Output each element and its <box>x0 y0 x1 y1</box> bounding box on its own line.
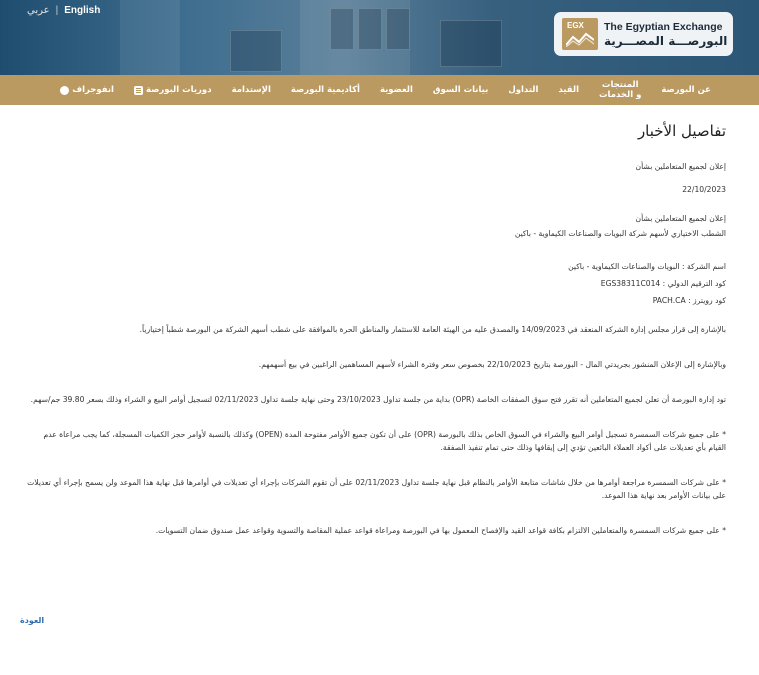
back-link[interactable]: العودة <box>20 616 45 625</box>
document-icon <box>134 86 143 95</box>
nav-item-label: القيد <box>558 85 580 95</box>
nav-items <box>50 75 721 105</box>
nav-item-label: انفوجراف <box>72 85 114 95</box>
nav-item-about[interactable] <box>651 85 721 95</box>
header-banner <box>0 0 759 75</box>
news-heading: إعلان لجميع المتعاملين بشأن <box>635 162 726 171</box>
nav-item-trading[interactable] <box>498 85 548 95</box>
banner-window <box>358 8 382 50</box>
site-logo[interactable] <box>554 12 733 56</box>
nav-item-periodicals[interactable] <box>124 85 222 95</box>
arabic-language-link[interactable]: عربي <box>27 5 50 16</box>
logo-arabic-text: البورصـــة المصـــرية <box>604 34 728 48</box>
news-details <box>26 122 726 537</box>
banner-decoration <box>120 0 180 75</box>
main-nav <box>0 75 759 105</box>
nav-item-label: أكاديمية البورصة <box>290 85 360 95</box>
language-separator: | <box>55 5 59 16</box>
news-date: 22/10/2023 <box>682 185 726 194</box>
paragraph-3: تود إدارة البورصة أن تعلن لجميع المتعاملين أنه تقرر فتح سوق الصفقات الخاصة (OPR) بداية من جلسة تداول 23/10/2023 وحتى نهاية جلسة تداول 02/11/2023 لتسجيل أوامر البيع و الشراء وذلك بسعر 39.80 جم/سهم. <box>30 395 726 404</box>
paragraph-5: * على شركات السمسرة مراجعة أوامرها من خلال شاشات متابعة الأوامر بالنظام قبل نهاية جلسة تداول 02/11/2023 على أن تقوم الشركات بإجراء أي تعديلات في أوامرها قبل نهاية هذا الموعد ولن يسمح بإجراء أي تعديلات على بيانات الأوامر بعد نهاية هذا الموعد. <box>27 478 726 500</box>
intro-line-1: إعلان لجميع المتعاملين بشأن <box>635 214 726 223</box>
banner-window <box>330 8 354 50</box>
nav-item-label: المنتجات و الخدمات <box>599 80 642 100</box>
nav-item-products-services[interactable] <box>589 80 651 100</box>
page-title: تفاصيل الأخبار <box>637 122 726 140</box>
intro-line-2: الشطب الاختياري لأسهم شركة البويات والصناعات الكيماوية - باكين <box>514 229 726 238</box>
reuters-code: كود رويترز : PACH.CA <box>652 296 726 305</box>
nav-item-listing[interactable] <box>548 85 589 95</box>
banner-window <box>230 30 282 72</box>
nav-item-label: عن البورصة <box>661 85 711 95</box>
nav-item-label: التداول <box>508 85 539 95</box>
nav-item-label: الإستدامة <box>231 85 271 95</box>
nav-item-sustainability[interactable] <box>222 85 281 95</box>
pie-chart-icon <box>60 86 69 95</box>
paragraph-4: * على جميع شركات السمسرة تسجيل أوامر البيع والشراء في السوق الخاص بذلك بالبورصة (OPR) على أن تكون جميع الأوامر مفتوحة المدة (OPEN) وكذلك بالنسبة لأوامر حجز الكميات المسجلة، كما يجب مراعاة عدم القيام بأي تعديلات على أكواد العملاء البائعين تؤدي إلى إيقافها وذلك حتى تمام تنفيذ الصفقة. <box>43 430 726 452</box>
isin-code: كود الترقيم الدولي : EGS38311C014 <box>600 279 726 288</box>
nav-item-label: العضوية <box>379 85 413 95</box>
nav-item-label: بيانات السوق <box>432 85 489 95</box>
nav-item-label: دوريات البورصة <box>145 85 212 95</box>
paragraph-1: بالإشارة إلى قرار مجلس إدارة الشركة المنعقد في 14/09/2023 والمصدق عليه من الهيئة العامة للاستثمار والمناطق الحرة بالموافقة على شطب أسهم الشركة من البورصة شطباً إختيارياً. <box>139 325 726 334</box>
egx-logo-icon <box>562 18 598 50</box>
english-language-link[interactable]: English <box>64 5 101 16</box>
paragraph-2: وبالإشارة إلى الإعلان المنشور بجريدتي المال - البورصة بتاريخ 22/10/2023 بخصوص سعر وفترة الشراء لأسهم المساهمين الراغبين في بيع أسهمهم. <box>258 360 726 369</box>
language-switcher <box>27 5 100 16</box>
paragraph-6: * على جميع شركات السمسرة والمتعاملين الالتزام بكافة قواعد القيد والإفصاح المعمول بها في البورصة ومراعاة قواعد عملية المقاصة والتسوية وقواعد عمل صندوق ضمان التسويات. <box>155 526 726 535</box>
nav-item-market-data[interactable] <box>423 85 498 95</box>
nav-item-membership[interactable] <box>370 85 423 95</box>
nav-item-academy[interactable] <box>281 85 370 95</box>
logo-english-text: The Egyptian Exchange <box>604 21 723 33</box>
nav-item-infographic[interactable] <box>50 85 124 95</box>
banner-window <box>386 8 410 50</box>
company-name: اسم الشركة : البويات والصناعات الكيماوية - باكين <box>568 262 726 271</box>
banner-window <box>440 20 502 67</box>
logo-mark-text: EGX <box>567 21 584 30</box>
